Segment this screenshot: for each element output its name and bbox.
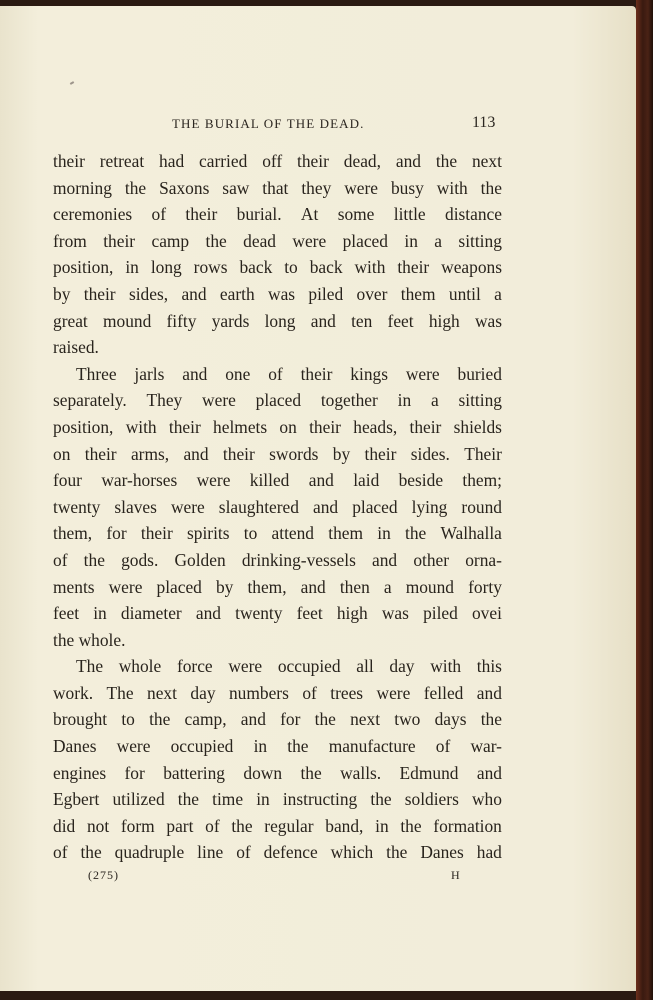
word: over [356, 283, 388, 304]
word: little [393, 204, 426, 225]
word: engines [53, 762, 107, 783]
word: arms, [130, 443, 170, 464]
word: one [225, 363, 251, 384]
word: were [228, 656, 263, 677]
word: with [436, 177, 468, 198]
word: their [103, 230, 136, 251]
word: the [177, 789, 200, 810]
page-number: 113 [472, 114, 496, 131]
word: and [476, 682, 502, 703]
word: Saxons [159, 177, 210, 198]
word: on [279, 416, 297, 437]
text-line [53, 414, 502, 441]
word: the [314, 709, 336, 730]
word: Their [464, 443, 502, 464]
word: helmets [213, 416, 268, 437]
word: back [309, 257, 343, 278]
word: gods. [121, 549, 159, 570]
word: next [147, 682, 177, 703]
word: sides, [128, 283, 169, 304]
text-line [53, 254, 502, 281]
word: them; [462, 470, 502, 491]
running-head: THE BURIAL OF THE DEAD. [172, 116, 365, 131]
word: all [356, 656, 374, 677]
text-line [53, 760, 502, 787]
word: and [313, 496, 339, 517]
signature-mark: (275) [88, 868, 119, 882]
word: them [328, 523, 364, 544]
word: to [121, 709, 135, 730]
word: a [383, 576, 392, 597]
word: a [434, 230, 443, 251]
word: form [120, 815, 155, 836]
text-line [53, 839, 502, 866]
word: had [159, 151, 185, 171]
text-line [53, 627, 502, 654]
word: placed [156, 576, 202, 597]
word: and [300, 576, 326, 597]
word: their [168, 416, 201, 437]
word: for [124, 762, 145, 783]
word: trees [330, 682, 364, 703]
word: spirits [186, 523, 230, 544]
word: They [146, 390, 183, 411]
word: and [310, 310, 336, 331]
line-text: raised. [53, 337, 99, 358]
word: twenty [53, 496, 101, 517]
word: by [215, 576, 234, 597]
word: felled [423, 682, 464, 703]
word: twenty [235, 603, 283, 624]
word: the [370, 789, 392, 810]
word: their [222, 443, 255, 464]
word: their [397, 257, 430, 278]
word: by [53, 283, 71, 304]
word: the [400, 815, 422, 836]
text-line [53, 441, 502, 468]
word: their [364, 443, 397, 464]
word: back [239, 257, 273, 278]
word: the [386, 842, 408, 863]
word: some [337, 204, 375, 225]
page-header [0, 116, 636, 136]
word: the [124, 177, 147, 198]
text-line [53, 308, 502, 335]
word: drinking-vessels [241, 549, 356, 570]
word: long [264, 310, 296, 331]
word: them [400, 283, 436, 304]
word: in [253, 736, 268, 757]
word: yards [211, 310, 250, 331]
word: them, [53, 523, 93, 544]
word: and [395, 151, 421, 171]
word: then [339, 576, 370, 597]
word: formation [433, 815, 502, 836]
word: weapons [441, 257, 502, 278]
word: in [404, 230, 418, 251]
word: lying [411, 496, 448, 517]
word: in [256, 789, 270, 810]
word: in [397, 390, 412, 411]
word: the [435, 151, 458, 171]
word: war- [470, 736, 502, 757]
word: a [430, 390, 439, 411]
word: occupied [277, 656, 341, 677]
text-line [53, 175, 502, 202]
word: numbers [228, 682, 289, 703]
text-line [53, 786, 502, 813]
word: down [243, 762, 283, 783]
word: diameter [120, 603, 182, 624]
word: together [320, 390, 378, 411]
text-line [53, 706, 502, 733]
word: slaves [114, 496, 157, 517]
word: the [231, 815, 253, 836]
word: next [471, 151, 502, 171]
word: piled [423, 603, 458, 624]
word: soldiers [404, 789, 459, 810]
word: and [240, 709, 266, 730]
paper-speck [70, 81, 74, 85]
word: ten [351, 310, 373, 331]
word: beside [398, 470, 444, 491]
word: walls. [340, 762, 382, 783]
word: great [53, 310, 88, 331]
text-line [53, 547, 502, 574]
word: their [309, 416, 341, 437]
word: to [284, 257, 298, 278]
word: sitting [458, 390, 502, 411]
word: were [292, 230, 327, 251]
word: days [434, 709, 467, 730]
word: mound [102, 310, 152, 331]
word: defence [263, 842, 318, 863]
word: was [268, 283, 296, 304]
word: in [375, 815, 389, 836]
word: placed [352, 496, 398, 517]
word: carried [199, 151, 248, 171]
word: the [480, 709, 502, 730]
word: were [344, 177, 379, 198]
word: of [302, 682, 317, 703]
word: war-horses [101, 470, 178, 491]
word: Egbert [53, 789, 100, 810]
word: piled [308, 283, 344, 304]
word: sides. [410, 443, 450, 464]
word: manufacture [328, 736, 416, 757]
text-line [53, 680, 502, 707]
word: day [389, 656, 415, 677]
word: in [125, 257, 139, 278]
word: ceremonies [53, 204, 133, 225]
word: rows [193, 257, 228, 278]
word: time [212, 789, 244, 810]
word: from [53, 230, 87, 251]
word: brought [53, 709, 108, 730]
word: mound [405, 576, 454, 597]
word: four [53, 470, 82, 491]
word: this [476, 656, 502, 677]
word: a [494, 283, 502, 304]
word: of [151, 204, 167, 225]
word: camp [151, 230, 190, 251]
word: with [125, 416, 157, 437]
word: their [140, 523, 173, 544]
text-line [53, 228, 502, 255]
word: killed [249, 470, 290, 491]
word: fifty [166, 310, 197, 331]
word: with [430, 656, 462, 677]
word: with [354, 257, 386, 278]
word: heads, [353, 416, 398, 437]
word: and [183, 443, 209, 464]
word: to [243, 523, 258, 544]
word: had [476, 842, 502, 863]
word: Edmund [399, 762, 459, 783]
word: and [372, 549, 398, 570]
word: was [381, 603, 409, 624]
word: their [83, 283, 116, 304]
text-line [53, 334, 502, 361]
word: and [476, 762, 502, 783]
word: camp, [184, 709, 227, 730]
word: the [149, 709, 171, 730]
word: for [106, 523, 127, 544]
word: sitting [458, 230, 502, 251]
word: their [53, 151, 85, 171]
word: other [413, 549, 450, 570]
word: were [202, 390, 236, 411]
word: shields [453, 416, 502, 437]
word: high [336, 603, 368, 624]
word: battering [163, 762, 225, 783]
word: force [176, 656, 213, 677]
word: quadruple [114, 842, 185, 863]
word: attend [271, 523, 315, 544]
line-text: the whole. [53, 629, 126, 650]
text-line [53, 494, 502, 521]
word: feet [296, 603, 323, 624]
word: morning [53, 177, 112, 198]
word: their [185, 204, 218, 225]
word: long [150, 257, 182, 278]
text-line [53, 148, 502, 175]
word: of [53, 842, 68, 863]
word: their [84, 443, 117, 464]
word: the [80, 842, 102, 863]
word: the [480, 177, 502, 198]
word: position, [53, 416, 114, 437]
word: high [428, 310, 460, 331]
word: earth [219, 283, 255, 304]
word: work. [53, 682, 94, 703]
word: Danes [420, 842, 464, 863]
word: in [377, 523, 391, 544]
word: the [83, 549, 105, 570]
word: occupied [170, 736, 234, 757]
word: Three [76, 363, 117, 384]
word: for [280, 709, 301, 730]
word: burial. [236, 204, 282, 225]
text-line [53, 574, 502, 601]
word: retreat [99, 151, 145, 171]
text-line [53, 281, 502, 308]
text-line [53, 733, 502, 760]
word: dead, [343, 151, 381, 171]
word: were [108, 576, 143, 597]
word: who [471, 789, 502, 810]
word: whole [118, 656, 162, 677]
text-line [53, 600, 502, 627]
text-line [53, 361, 502, 388]
word: them, [247, 576, 287, 597]
word: At [300, 204, 319, 225]
text-line [53, 387, 502, 414]
word: The [76, 656, 104, 677]
word: did [53, 815, 76, 836]
word: Walhalla [440, 523, 502, 544]
word: which [330, 842, 374, 863]
text-line [53, 813, 502, 840]
word: that [262, 177, 289, 198]
word: kings [350, 363, 388, 384]
word: jarls [134, 363, 165, 384]
word: the [205, 230, 227, 251]
word: ovei [471, 603, 502, 624]
word: were [170, 496, 205, 517]
word: until [448, 283, 481, 304]
word: orna- [465, 549, 502, 570]
word: line [197, 842, 224, 863]
word: and [182, 363, 208, 384]
word: were [116, 736, 151, 757]
word: forty [468, 576, 502, 597]
word: of [435, 736, 451, 757]
word: position, [53, 257, 114, 278]
word: regular [264, 815, 314, 836]
word: placed [255, 390, 302, 411]
word: were [196, 470, 231, 491]
word: their [300, 363, 333, 384]
word: and [195, 603, 221, 624]
text-line [53, 201, 502, 228]
word: slaughtered [218, 496, 299, 517]
word: placed [342, 230, 388, 251]
word: Danes [53, 736, 97, 757]
word: band, [325, 815, 364, 836]
word: round [461, 496, 502, 517]
word: were [405, 363, 440, 384]
word: was [474, 310, 502, 331]
word: not [86, 815, 110, 836]
word: busy [390, 177, 424, 198]
word: their [297, 151, 329, 171]
word: utilized [112, 789, 165, 810]
book-cover-edge [636, 0, 653, 1000]
word: ments [53, 576, 95, 597]
word: day [190, 682, 216, 703]
text-line [53, 520, 502, 547]
word: the [287, 736, 309, 757]
word: next [350, 709, 381, 730]
word: The [106, 682, 134, 703]
word: feet [387, 310, 414, 331]
word: of [205, 815, 220, 836]
word: off [262, 151, 283, 171]
word: Golden [174, 549, 226, 570]
word: they [301, 177, 332, 198]
signature-letter: H [451, 868, 460, 882]
word: of [53, 549, 68, 570]
word: distance [445, 204, 502, 225]
word: laid [353, 470, 380, 491]
word: instructing [282, 789, 358, 810]
word: on [53, 443, 71, 464]
word: saw [222, 177, 250, 198]
word: of [236, 842, 251, 863]
word: and [181, 283, 207, 304]
word: dead [243, 230, 277, 251]
word: of [268, 363, 283, 384]
word: their [409, 416, 442, 437]
word: two [394, 709, 421, 730]
word: the [300, 762, 322, 783]
word: the [405, 523, 427, 544]
word: were [376, 682, 411, 703]
word: part [166, 815, 194, 836]
word: in [93, 603, 107, 624]
text-line [53, 467, 502, 494]
book-page [0, 6, 636, 991]
word: and [308, 470, 334, 491]
text-line [53, 653, 502, 680]
word: by [332, 443, 351, 464]
word: swords [269, 443, 319, 464]
word: buried [457, 363, 502, 384]
word: separately. [53, 390, 127, 411]
word: feet [53, 603, 80, 624]
body-text [53, 148, 502, 866]
